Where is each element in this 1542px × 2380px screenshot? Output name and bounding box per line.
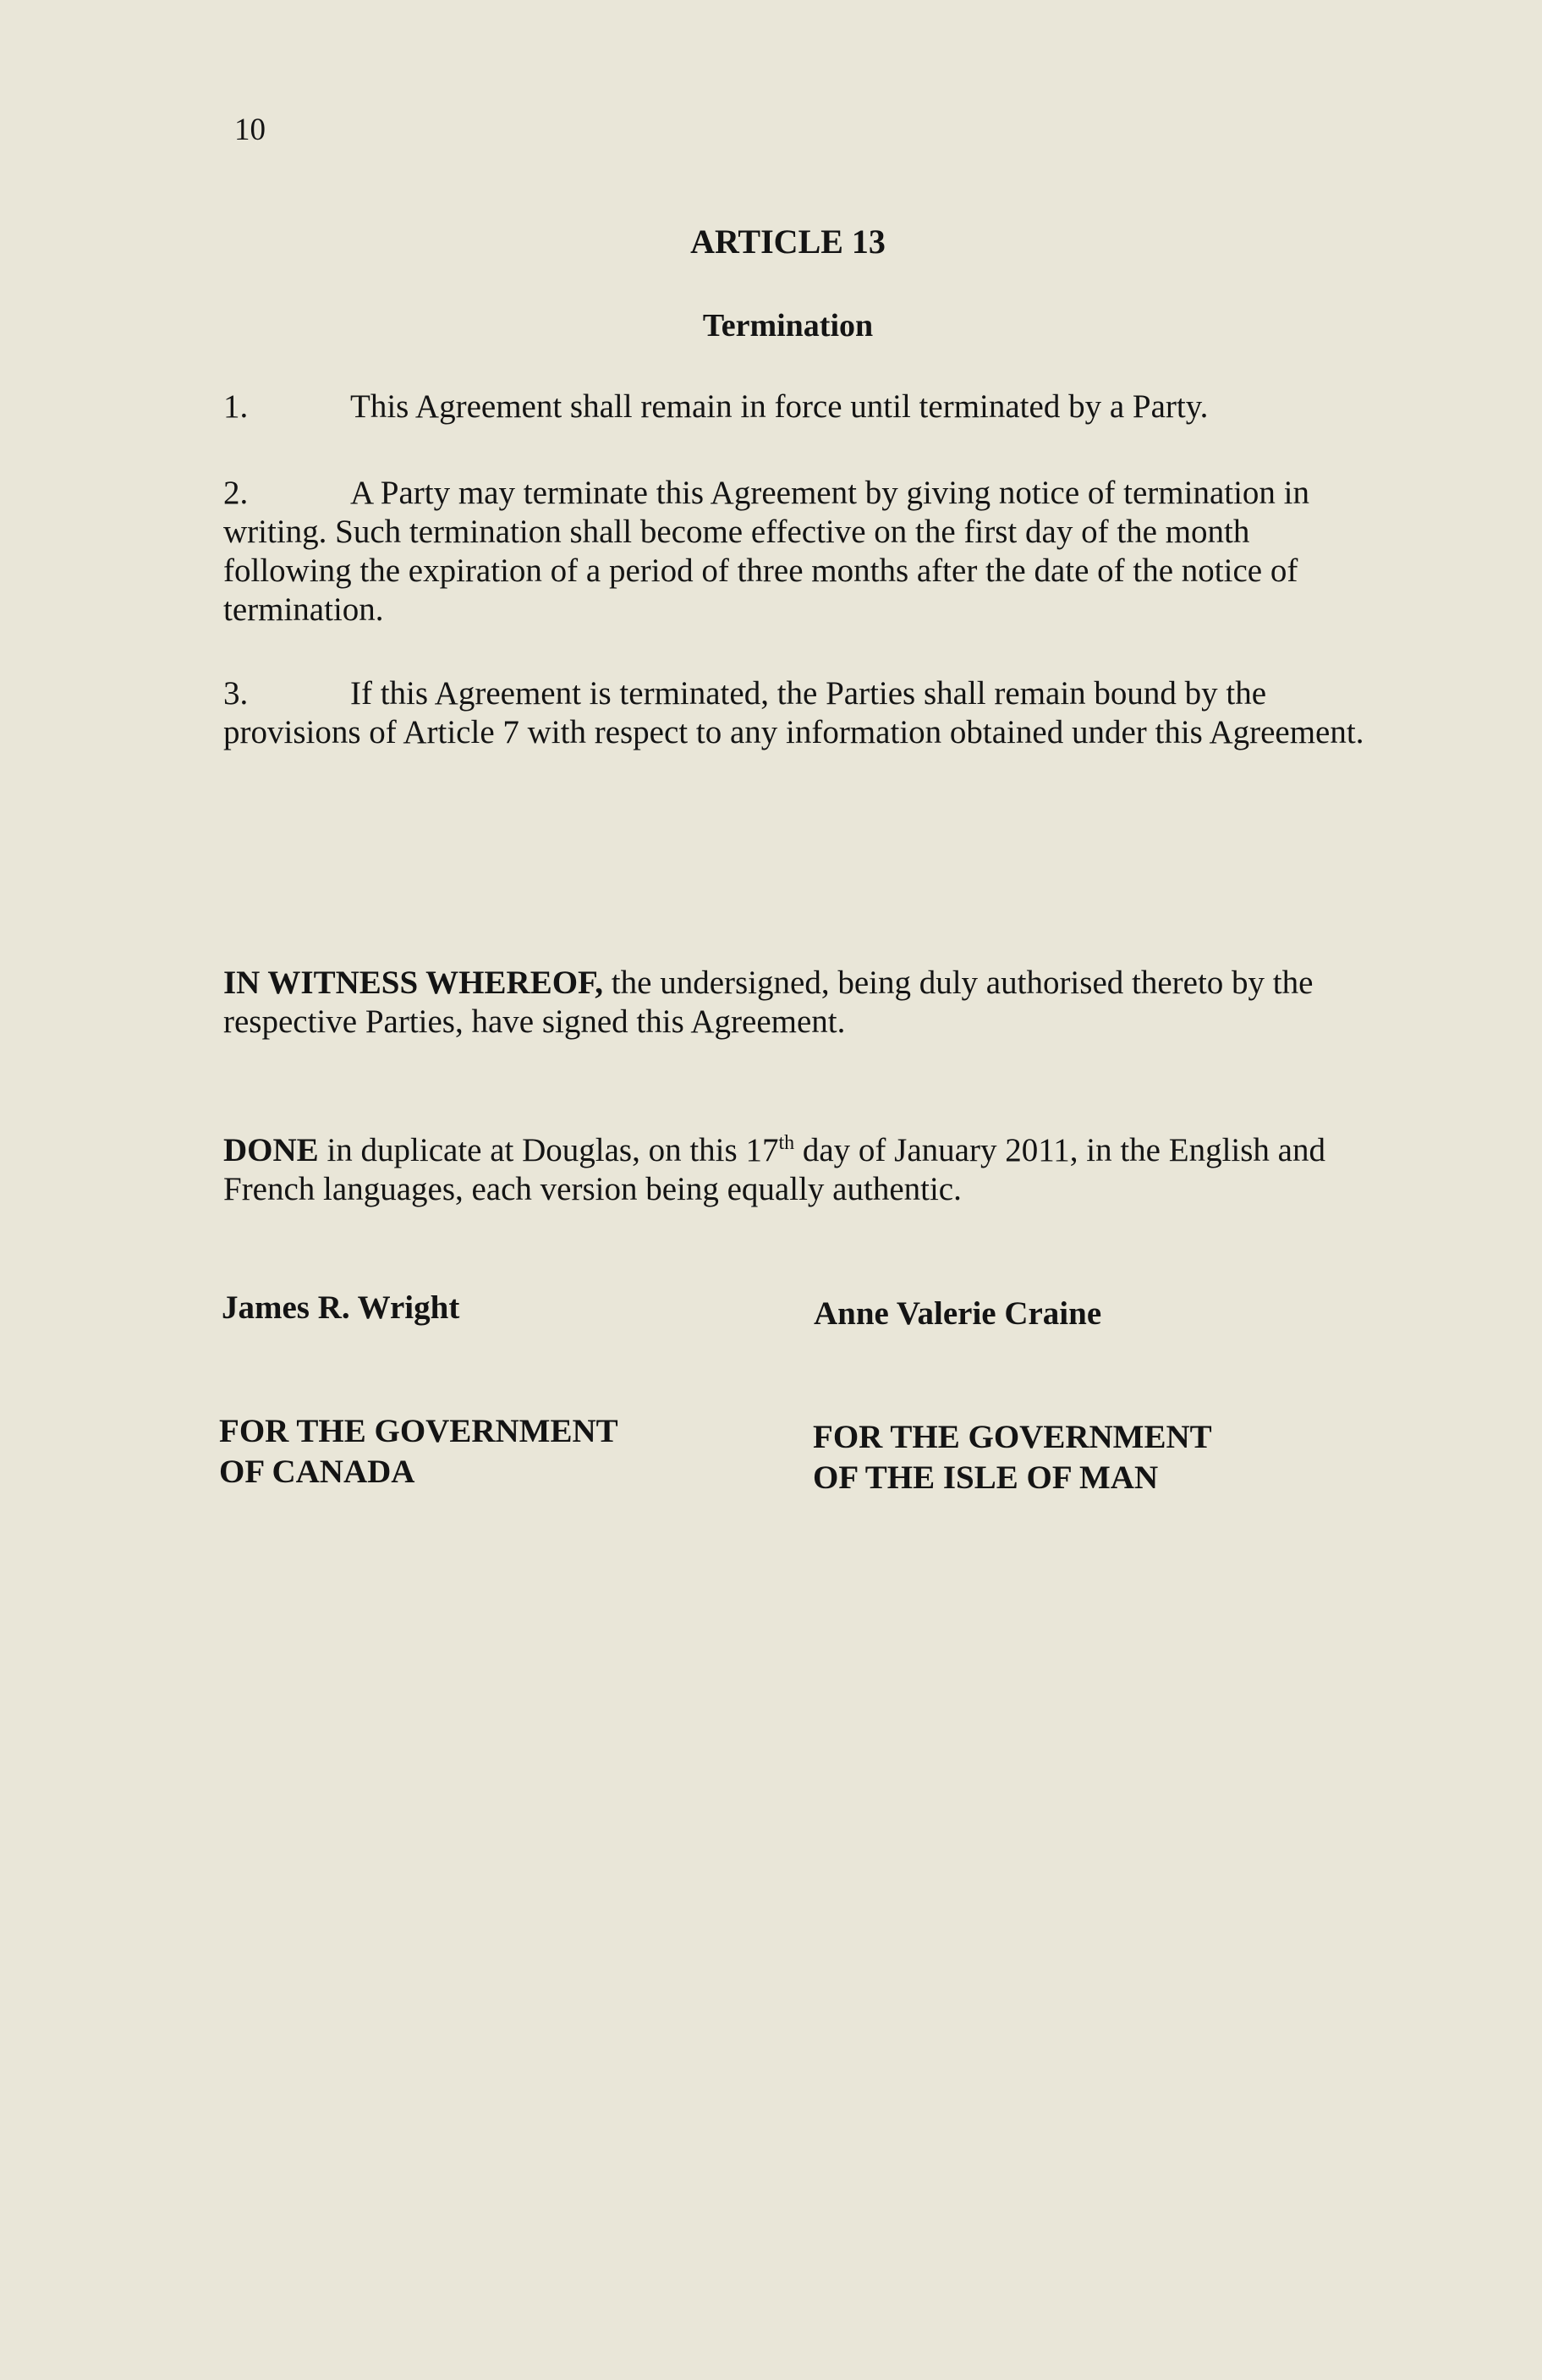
page-number: 10 — [234, 113, 266, 147]
government-line-2: OF THE ISLE OF MAN — [813, 1459, 1159, 1496]
government-line-1: FOR THE GOVERNMENT — [219, 1413, 618, 1449]
government-line-2: OF CANADA — [219, 1454, 415, 1490]
signatory-government-canada — [219, 1411, 727, 1492]
signatory-name-isle-of-man: Anne Valerie Craine — [814, 1295, 1102, 1332]
witness-lead: IN WITNESS WHEREOF, — [223, 965, 604, 1001]
signatory-government-isle-of-man — [813, 1417, 1354, 1498]
article-subtitle: Termination — [702, 308, 874, 344]
paragraph-number: 1. — [223, 388, 249, 425]
paragraph-1 — [223, 388, 1374, 426]
signatory-name-canada: James R. Wright — [222, 1289, 460, 1326]
date-ordinal-suffix: th — [778, 1132, 795, 1154]
paragraph-number: 2. — [223, 475, 249, 511]
witness-text: the undersigned, being duly authorised thereto by the respective Parties, have signed this Agreement. — [223, 965, 1314, 1040]
paragraph-2 — [223, 474, 1374, 629]
done-clause — [223, 1131, 1374, 1209]
done-lead: DONE — [223, 1132, 319, 1168]
paragraph-text: This Agreement shall remain in force until terminated by a Party. — [350, 388, 1209, 425]
witness-clause — [223, 964, 1374, 1042]
paragraph-3 — [223, 674, 1374, 752]
paragraph-text: If this Agreement is terminated, the Parties shall remain bound by the provisions of Article 7 with respect to any information obtained under this Agreement. — [223, 675, 1364, 750]
government-line-1: FOR THE GOVERNMENT — [813, 1419, 1212, 1455]
article-title: ARTICLE 13 — [690, 223, 886, 261]
paragraph-number: 3. — [223, 675, 249, 712]
paragraph-text: A Party may terminate this Agreement by giving notice of termination in writing. Such termination shall become effective on the first day of the month following the expiration of a period of three months after the date of the notice of termination. — [223, 475, 1310, 628]
done-text-before: in duplicate at Douglas, on this 17 — [318, 1132, 779, 1168]
done-text-after: day of January 2011, in the English and French languages, each version being equally authentic. — [223, 1132, 1325, 1207]
